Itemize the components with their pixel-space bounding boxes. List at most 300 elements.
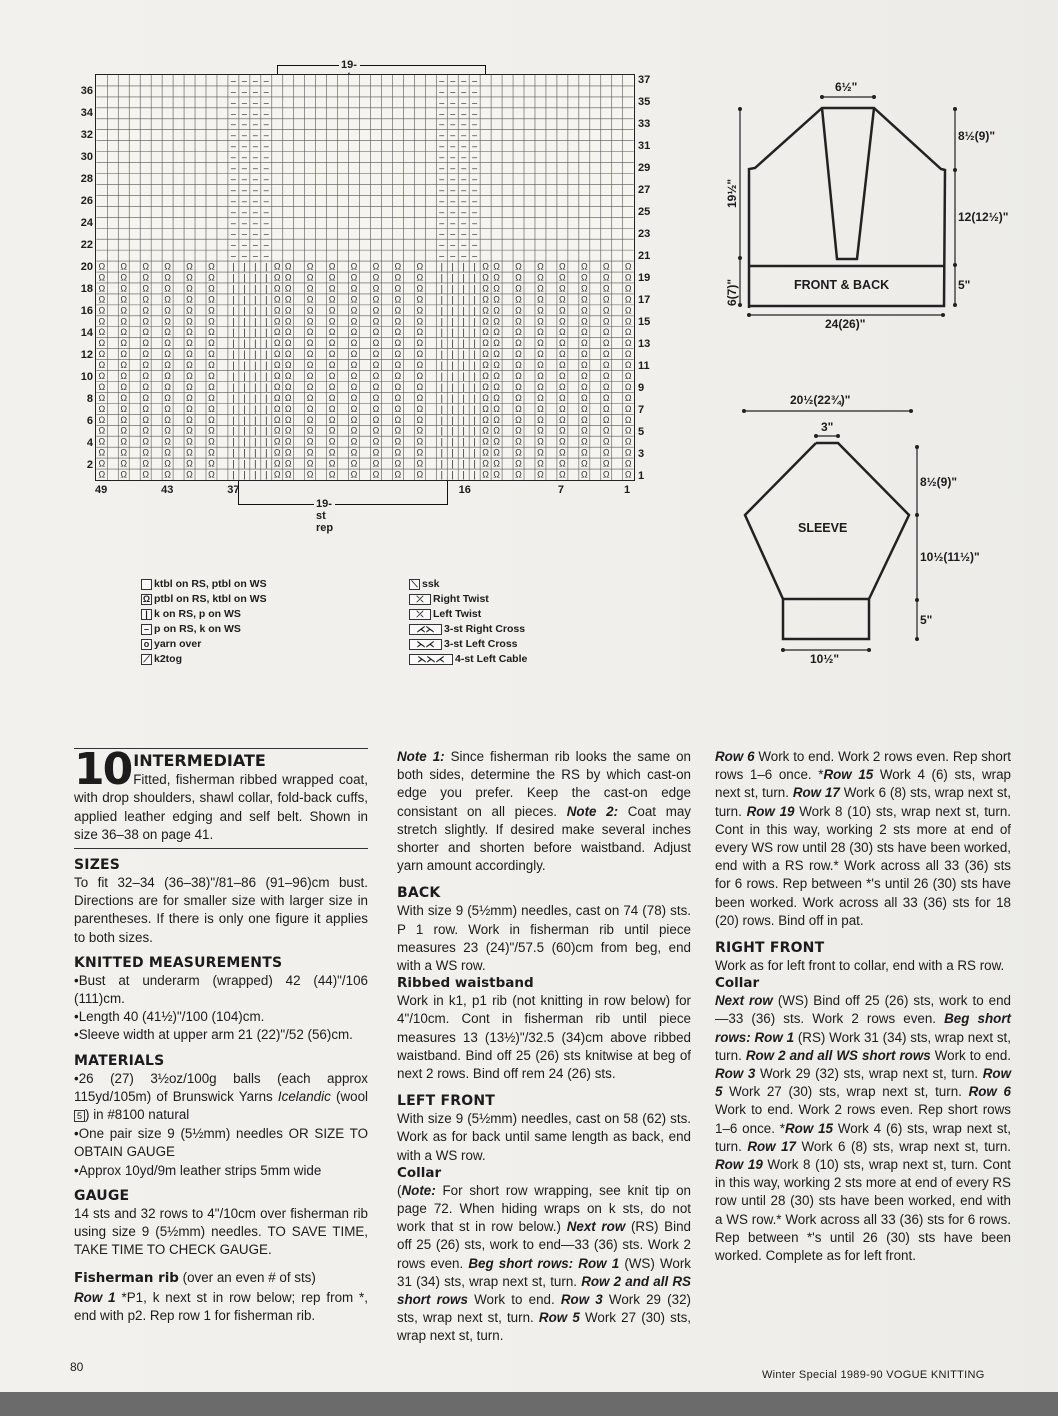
measurements-heading: KNITTED MEASUREMENTS: [74, 954, 283, 971]
ssk-icon: ⟍: [409, 579, 420, 590]
stitch-symbol: |: [254, 349, 257, 360]
stitch-symbol: Ω: [372, 469, 380, 480]
stitch-symbol: Ω: [394, 392, 402, 403]
stitch-symbol: –: [263, 86, 269, 97]
stitch-symbol: –: [241, 75, 247, 86]
armhole-height-label: 12(12½)": [958, 210, 1009, 224]
stitch-symbol: Ω: [482, 403, 489, 414]
stitch-symbol: Ω: [559, 381, 566, 392]
stitch-symbol: Ω: [98, 436, 106, 447]
row-label: 23: [638, 228, 651, 240]
stitch-symbol: Ω: [515, 381, 522, 392]
stitch-symbol: –: [230, 75, 236, 86]
column-label: 16: [458, 484, 471, 496]
stitch-symbol: |: [440, 283, 443, 294]
chart-grid: [95, 74, 635, 481]
stitch-symbol: |: [440, 316, 443, 327]
stitch-symbol: Ω: [142, 425, 150, 436]
stitch-symbol: –: [241, 173, 247, 184]
stitch-symbol: Ω: [120, 283, 128, 294]
stitch-symbol: Ω: [120, 294, 128, 305]
stitch-symbol: |: [243, 338, 246, 349]
stitch-symbol: Ω: [624, 349, 632, 360]
stitch-symbol: Ω: [537, 283, 544, 294]
stitch-symbol: |: [265, 305, 268, 316]
stitch-symbol: Ω: [208, 283, 215, 294]
stitch-symbol: Ω: [493, 272, 500, 283]
sleeve-outline: [720, 380, 1020, 670]
material-item: • One pair size 9 (5½mm) needles OR SIZE TO OBTAIN GAUGE: [74, 1125, 368, 1161]
stitch-symbol: Ω: [372, 338, 380, 349]
rep-label-bottom: 19-st rep: [316, 498, 334, 534]
stitch-symbol: Ω: [602, 458, 610, 469]
stitch-symbol: |: [451, 447, 454, 458]
stitch-symbol: |: [265, 458, 268, 469]
stitch-symbol: |: [440, 261, 443, 272]
stitch-symbol: Ω: [482, 392, 489, 403]
stitch-symbol: –: [461, 217, 467, 228]
row-label: 35: [638, 96, 651, 108]
row-label: 15: [638, 316, 651, 328]
stitch-symbol: |: [462, 458, 465, 469]
stitch-symbol: Ω: [306, 414, 314, 425]
stitch-symbol: Ω: [515, 272, 522, 283]
pattern-intro: Fitted, fisherman ribbed wrapped coat, with drop shoulders, shawl collar, fold-back cuffs, applied leather edging and self belt. Shown in size 36–38 on page 41.: [74, 772, 368, 842]
stitch-symbol: |: [232, 360, 235, 371]
stitch-symbol: Ω: [306, 327, 314, 338]
stitch-symbol: Ω: [284, 316, 292, 327]
stitch-symbol: Ω: [482, 469, 489, 480]
row-label: 12: [80, 349, 93, 361]
stitch-symbol: Ω: [372, 370, 380, 381]
stitch-symbol: Ω: [350, 327, 358, 338]
stitch-symbol: Ω: [164, 414, 171, 425]
row-label: 32: [80, 129, 93, 141]
stitch-symbol: |: [254, 447, 257, 458]
stitch-symbol: |: [254, 458, 257, 469]
stitch-symbol: |: [473, 447, 476, 458]
stitch-symbol: |: [473, 294, 476, 305]
stitch-symbol: Ω: [273, 392, 281, 403]
stitch-symbol: –: [472, 97, 478, 108]
stitch-symbol: Ω: [602, 447, 610, 458]
stitch-symbol: Ω: [328, 414, 336, 425]
stitch-symbol: –: [472, 86, 478, 97]
stitch-symbol: –: [241, 141, 247, 152]
stitch-symbol: Ω: [120, 403, 128, 414]
skill-level: INTERMEDIATE: [133, 751, 266, 770]
stitch-symbol: Ω: [328, 436, 336, 447]
stitch-symbol: Ω: [328, 327, 336, 338]
stitch-symbol: Ω: [559, 294, 566, 305]
stitch-symbol: Ω: [394, 360, 402, 371]
blank-square-icon: [141, 579, 152, 590]
stitch-symbol: Ω: [624, 436, 632, 447]
stitch-symbol: –: [461, 163, 467, 174]
stitch-symbol: Ω: [98, 381, 106, 392]
stitch-symbol: Ω: [372, 349, 380, 360]
stitch-symbol: Ω: [537, 469, 544, 480]
stitch-symbol: Ω: [208, 360, 215, 371]
stitch-symbol: –: [241, 119, 247, 130]
stitch-symbol: –: [450, 195, 456, 206]
yarn-weight-badge: 5: [74, 1110, 85, 1122]
stitch-symbol: Ω: [284, 403, 292, 414]
stitch-symbol: |: [440, 349, 443, 360]
stitch-symbol: Ω: [208, 338, 215, 349]
stitch-symbol: |: [451, 392, 454, 403]
stitch-symbol: –: [241, 130, 247, 141]
stitch-symbol: Ω: [372, 403, 380, 414]
stitch-symbol: Ω: [416, 414, 424, 425]
stitch-symbol: Ω: [273, 338, 281, 349]
scan-edge: [0, 1392, 1058, 1416]
row-label: 29: [638, 162, 651, 174]
stitch-symbol: Ω: [394, 425, 402, 436]
stitch-symbol: Ω: [372, 316, 380, 327]
stitch-symbol: |: [440, 436, 443, 447]
stitch-symbol: Ω: [624, 392, 632, 403]
stitch-symbol: –: [450, 141, 456, 152]
row-label: 11: [638, 360, 650, 372]
stitch-symbol: Ω: [515, 447, 522, 458]
stitch-symbol: |: [254, 469, 257, 480]
row-label: 6: [86, 415, 93, 427]
row-label: 27: [638, 184, 651, 196]
stitch-symbol: Ω: [306, 436, 314, 447]
stitch-symbol: |: [254, 392, 257, 403]
stitch-symbol: –: [230, 141, 236, 152]
stitch-symbol: Ω: [98, 425, 106, 436]
stitch-symbol: Ω: [328, 261, 336, 272]
stitch-symbol: Ω: [273, 403, 281, 414]
legend-item: – p on RS, k on WS: [141, 622, 267, 637]
stitch-symbol: |: [462, 469, 465, 480]
stitch-symbol: |: [451, 327, 454, 338]
stitch-symbol: Ω: [372, 436, 380, 447]
stitch-symbol: |: [462, 414, 465, 425]
stitch-symbol: Ω: [602, 338, 610, 349]
stitch-symbol: Ω: [120, 458, 128, 469]
stitch-symbol: Ω: [372, 305, 380, 316]
stitch-symbol: Ω: [142, 436, 150, 447]
stitch-symbol: Ω: [537, 425, 544, 436]
stitch-symbol: Ω: [186, 261, 193, 272]
stitch-symbol: –: [472, 141, 478, 152]
stitch-symbol: Ω: [482, 305, 489, 316]
stitch-symbol: Ω: [537, 392, 544, 403]
stitch-symbol: Ω: [284, 458, 292, 469]
stitch-symbol: Ω: [350, 403, 358, 414]
piece-title: FRONT & BACK: [794, 278, 890, 292]
stitch-symbol: Ω: [350, 447, 358, 458]
stitch-symbol: |: [462, 272, 465, 283]
stitch-symbol: Ω: [284, 349, 292, 360]
stitch-symbol: Ω: [98, 261, 106, 272]
stitch-symbol: |: [232, 370, 235, 381]
row-label: 30: [80, 151, 93, 163]
row-label: 2: [86, 459, 93, 471]
stitch-symbol: Ω: [624, 360, 632, 371]
stitch-symbol: Ω: [559, 447, 566, 458]
stitch-symbol: –: [252, 228, 258, 239]
stitch-symbol: Ω: [164, 469, 171, 480]
stitch-symbol: Ω: [208, 316, 215, 327]
stitch-symbol: Ω: [580, 272, 588, 283]
row-label: 1: [638, 470, 645, 482]
stitch-symbol: |: [265, 436, 268, 447]
stitch-symbol: |: [462, 425, 465, 436]
stitch-symbol: Ω: [537, 403, 544, 414]
stitch-symbol: Ω: [416, 272, 424, 283]
stitch-symbol: –: [439, 228, 445, 239]
stitch-symbol: |: [243, 316, 246, 327]
three-st-left-cross-icon: ⋋⋌: [409, 639, 442, 650]
stitch-symbol: Ω: [482, 272, 489, 283]
stitch-symbol: –: [252, 75, 258, 86]
twisted-purl-icon: Ω: [142, 594, 151, 604]
stitch-symbol: |: [462, 283, 465, 294]
stitch-symbol: Ω: [515, 283, 522, 294]
stitch-symbol: Ω: [602, 283, 610, 294]
stitch-symbol: Ω: [306, 370, 314, 381]
stitch-symbol: Ω: [98, 360, 106, 371]
stitch-symbol: |: [451, 283, 454, 294]
stitch-symbol: –: [252, 163, 258, 174]
stitch-symbol: Ω: [372, 447, 380, 458]
stitch-symbol: Ω: [602, 370, 610, 381]
stitch-symbol: –: [230, 228, 236, 239]
stitch-symbol: |: [254, 370, 257, 381]
stitch-symbol: –: [263, 141, 269, 152]
stitch-symbol: Ω: [120, 261, 128, 272]
stitch-symbol: Ω: [328, 338, 336, 349]
stitch-symbol: Ω: [493, 392, 500, 403]
stitch-symbol: Ω: [537, 272, 544, 283]
stitch-symbol: –: [472, 163, 478, 174]
column-label: 37: [227, 484, 240, 496]
stitch-symbol: Ω: [164, 370, 171, 381]
front-back-outline: [700, 60, 1030, 350]
stitch-symbol: –: [263, 163, 269, 174]
stitch-symbol: Ω: [416, 392, 424, 403]
stitch-symbol: –: [439, 250, 445, 261]
row-label: 17: [638, 294, 651, 306]
stitch-symbol: |: [462, 338, 465, 349]
pattern-header: [74, 744, 368, 844]
stitch-symbol: |: [265, 370, 268, 381]
stitch-symbol: –: [439, 141, 445, 152]
stitch-symbol: Ω: [624, 316, 632, 327]
stitch-symbol: Ω: [515, 436, 522, 447]
stitch-symbol: –: [450, 163, 456, 174]
stitch-symbol: |: [265, 403, 268, 414]
stitch-symbol: |: [265, 425, 268, 436]
stitch-symbol: –: [461, 228, 467, 239]
legend-item: ⋌⋋ 3-st Right Cross: [409, 622, 527, 637]
stitch-symbol: Ω: [328, 283, 336, 294]
row-label: 25: [638, 206, 651, 218]
stitch-symbol: |: [473, 327, 476, 338]
stitch-symbol: Ω: [186, 425, 193, 436]
stitch-symbol: |: [440, 338, 443, 349]
stitch-symbol: Ω: [306, 360, 314, 371]
stitch-symbol: –: [230, 130, 236, 141]
stitch-symbol: Ω: [394, 436, 402, 447]
stitch-symbol: |: [473, 458, 476, 469]
right-front-heading: RIGHT FRONT: [715, 940, 825, 957]
legend-item: ⟍ ssk: [409, 577, 527, 592]
stitch-symbol: |: [440, 294, 443, 305]
stitch-symbol: –: [263, 217, 269, 228]
stitch-symbol: –: [230, 152, 236, 163]
stitch-symbol: Ω: [537, 436, 544, 447]
stitch-symbol: |: [440, 469, 443, 480]
stitch-symbol: Ω: [306, 283, 314, 294]
stitch-symbol: –: [252, 239, 258, 250]
stitch-symbol: –: [263, 97, 269, 108]
stitch-symbol: –: [439, 130, 445, 141]
stitch-symbol: Ω: [186, 414, 193, 425]
stitch-symbol: Ω: [284, 327, 292, 338]
legend-item: ⟋ k2tog: [141, 652, 267, 667]
stitch-symbol: Ω: [482, 294, 489, 305]
stitch-symbol: –: [450, 228, 456, 239]
stitch-symbol: –: [450, 206, 456, 217]
stitch-symbol: –: [241, 217, 247, 228]
stitch-symbol: Ω: [515, 469, 522, 480]
stitch-symbol: Ω: [98, 458, 106, 469]
legend-item: ⤫ Right Twist: [409, 592, 527, 607]
stitch-symbol: |: [254, 338, 257, 349]
stitch-symbol: –: [241, 163, 247, 174]
stitch-symbol: Ω: [602, 261, 610, 272]
three-st-right-cross-icon: ⋌⋋: [409, 624, 442, 635]
stitch-symbol: |: [243, 360, 246, 371]
stitch-symbol: Ω: [98, 294, 106, 305]
stitch-symbol: Ω: [98, 469, 106, 480]
stitch-symbol: Ω: [120, 425, 128, 436]
stitch-symbol: Ω: [208, 436, 215, 447]
stitch-symbol: Ω: [186, 360, 193, 371]
stitch-symbol: –: [450, 217, 456, 228]
stitch-symbol: –: [230, 97, 236, 108]
stitch-symbol: Ω: [493, 294, 500, 305]
stitch-symbol: Ω: [186, 392, 193, 403]
stitch-symbol: Ω: [273, 425, 281, 436]
stitch-symbol: |: [232, 458, 235, 469]
stitch-symbol: –: [439, 119, 445, 130]
stitch-symbol: |: [243, 425, 246, 436]
stitch-symbol: Ω: [208, 370, 215, 381]
stitch-symbol: Ω: [350, 294, 358, 305]
stitch-symbol: –: [461, 184, 467, 195]
stitch-symbol: |: [254, 425, 257, 436]
stitch-symbol: |: [265, 392, 268, 403]
stitch-symbol: Ω: [273, 447, 281, 458]
stitch-symbol: |: [462, 327, 465, 338]
stitch-symbol: Ω: [284, 381, 292, 392]
stitch-symbol: |: [451, 425, 454, 436]
stitch-symbol: –: [472, 130, 478, 141]
stitch-symbol: Ω: [98, 370, 106, 381]
stitch-symbol: Ω: [273, 327, 281, 338]
stitch-symbol: Ω: [98, 338, 106, 349]
stitch-symbol: –: [439, 97, 445, 108]
stitch-symbol: –: [439, 152, 445, 163]
stitch-symbol: |: [451, 469, 454, 480]
stitch-symbol: –: [450, 184, 456, 195]
stitch-symbol: Ω: [142, 447, 150, 458]
row-label: 31: [638, 140, 651, 152]
stitch-symbol: Ω: [350, 360, 358, 371]
stitch-symbol: Ω: [559, 370, 566, 381]
total-length-label: 19½": [725, 178, 739, 208]
stitch-symbol: Ω: [602, 327, 610, 338]
stitch-symbol: Ω: [306, 447, 314, 458]
stitch-symbol: Ω: [416, 261, 424, 272]
stitch-symbol: Ω: [284, 294, 292, 305]
stitch-symbol: –: [439, 173, 445, 184]
stitch-symbol: Ω: [372, 283, 380, 294]
stitch-symbol: |: [451, 436, 454, 447]
stitch-symbol: Ω: [493, 469, 500, 480]
stitch-symbol: Ω: [372, 327, 380, 338]
stitch-symbol: Ω: [164, 403, 171, 414]
row-label: 36: [80, 85, 93, 97]
stitch-symbol: Ω: [580, 447, 588, 458]
stitch-symbol: |: [232, 305, 235, 316]
stitch-symbol: Ω: [493, 349, 500, 360]
stitch-symbol: Ω: [515, 458, 522, 469]
stitch-symbol: Ω: [372, 294, 380, 305]
stitch-symbol: Ω: [120, 447, 128, 458]
stitch-symbol: Ω: [328, 458, 336, 469]
k2tog-icon: ⟋: [141, 654, 152, 665]
stitch-symbol: Ω: [559, 316, 566, 327]
stitch-symbol: –: [461, 75, 467, 86]
stitch-symbol: Ω: [394, 283, 402, 294]
stitch-symbol: |: [440, 403, 443, 414]
stitch-symbol: |: [473, 414, 476, 425]
stitch-symbol: Ω: [164, 261, 171, 272]
stitch-symbol: –: [450, 75, 456, 86]
stitch-symbol: –: [263, 108, 269, 119]
stitch-symbol: |: [265, 327, 268, 338]
rep-label-top: 19-st rep: [341, 59, 359, 95]
stitch-symbol: Ω: [559, 349, 566, 360]
stitch-symbol: Ω: [284, 338, 292, 349]
stitch-symbol: |: [232, 392, 235, 403]
stitch-symbol: Ω: [515, 261, 522, 272]
stitch-symbol: Ω: [98, 327, 106, 338]
row-label: 20: [80, 261, 93, 273]
stitch-symbol: Ω: [416, 327, 424, 338]
stitch-symbol: |: [232, 425, 235, 436]
row-label: 4: [86, 437, 93, 449]
stitch-symbol: |: [473, 392, 476, 403]
four-st-left-cable-icon: ⋋⋋⋌: [409, 654, 453, 665]
stitch-symbol: |: [243, 294, 246, 305]
stitch-symbol: Ω: [482, 425, 489, 436]
stitch-symbol: Ω: [164, 381, 171, 392]
stitch-symbol: |: [265, 272, 268, 283]
stitch-symbol: |: [232, 338, 235, 349]
body-height-label: 10½(11½)": [920, 550, 980, 564]
stitch-symbol: –: [461, 195, 467, 206]
stitch-symbol: –: [252, 250, 258, 261]
stitch-symbol: Ω: [120, 316, 128, 327]
